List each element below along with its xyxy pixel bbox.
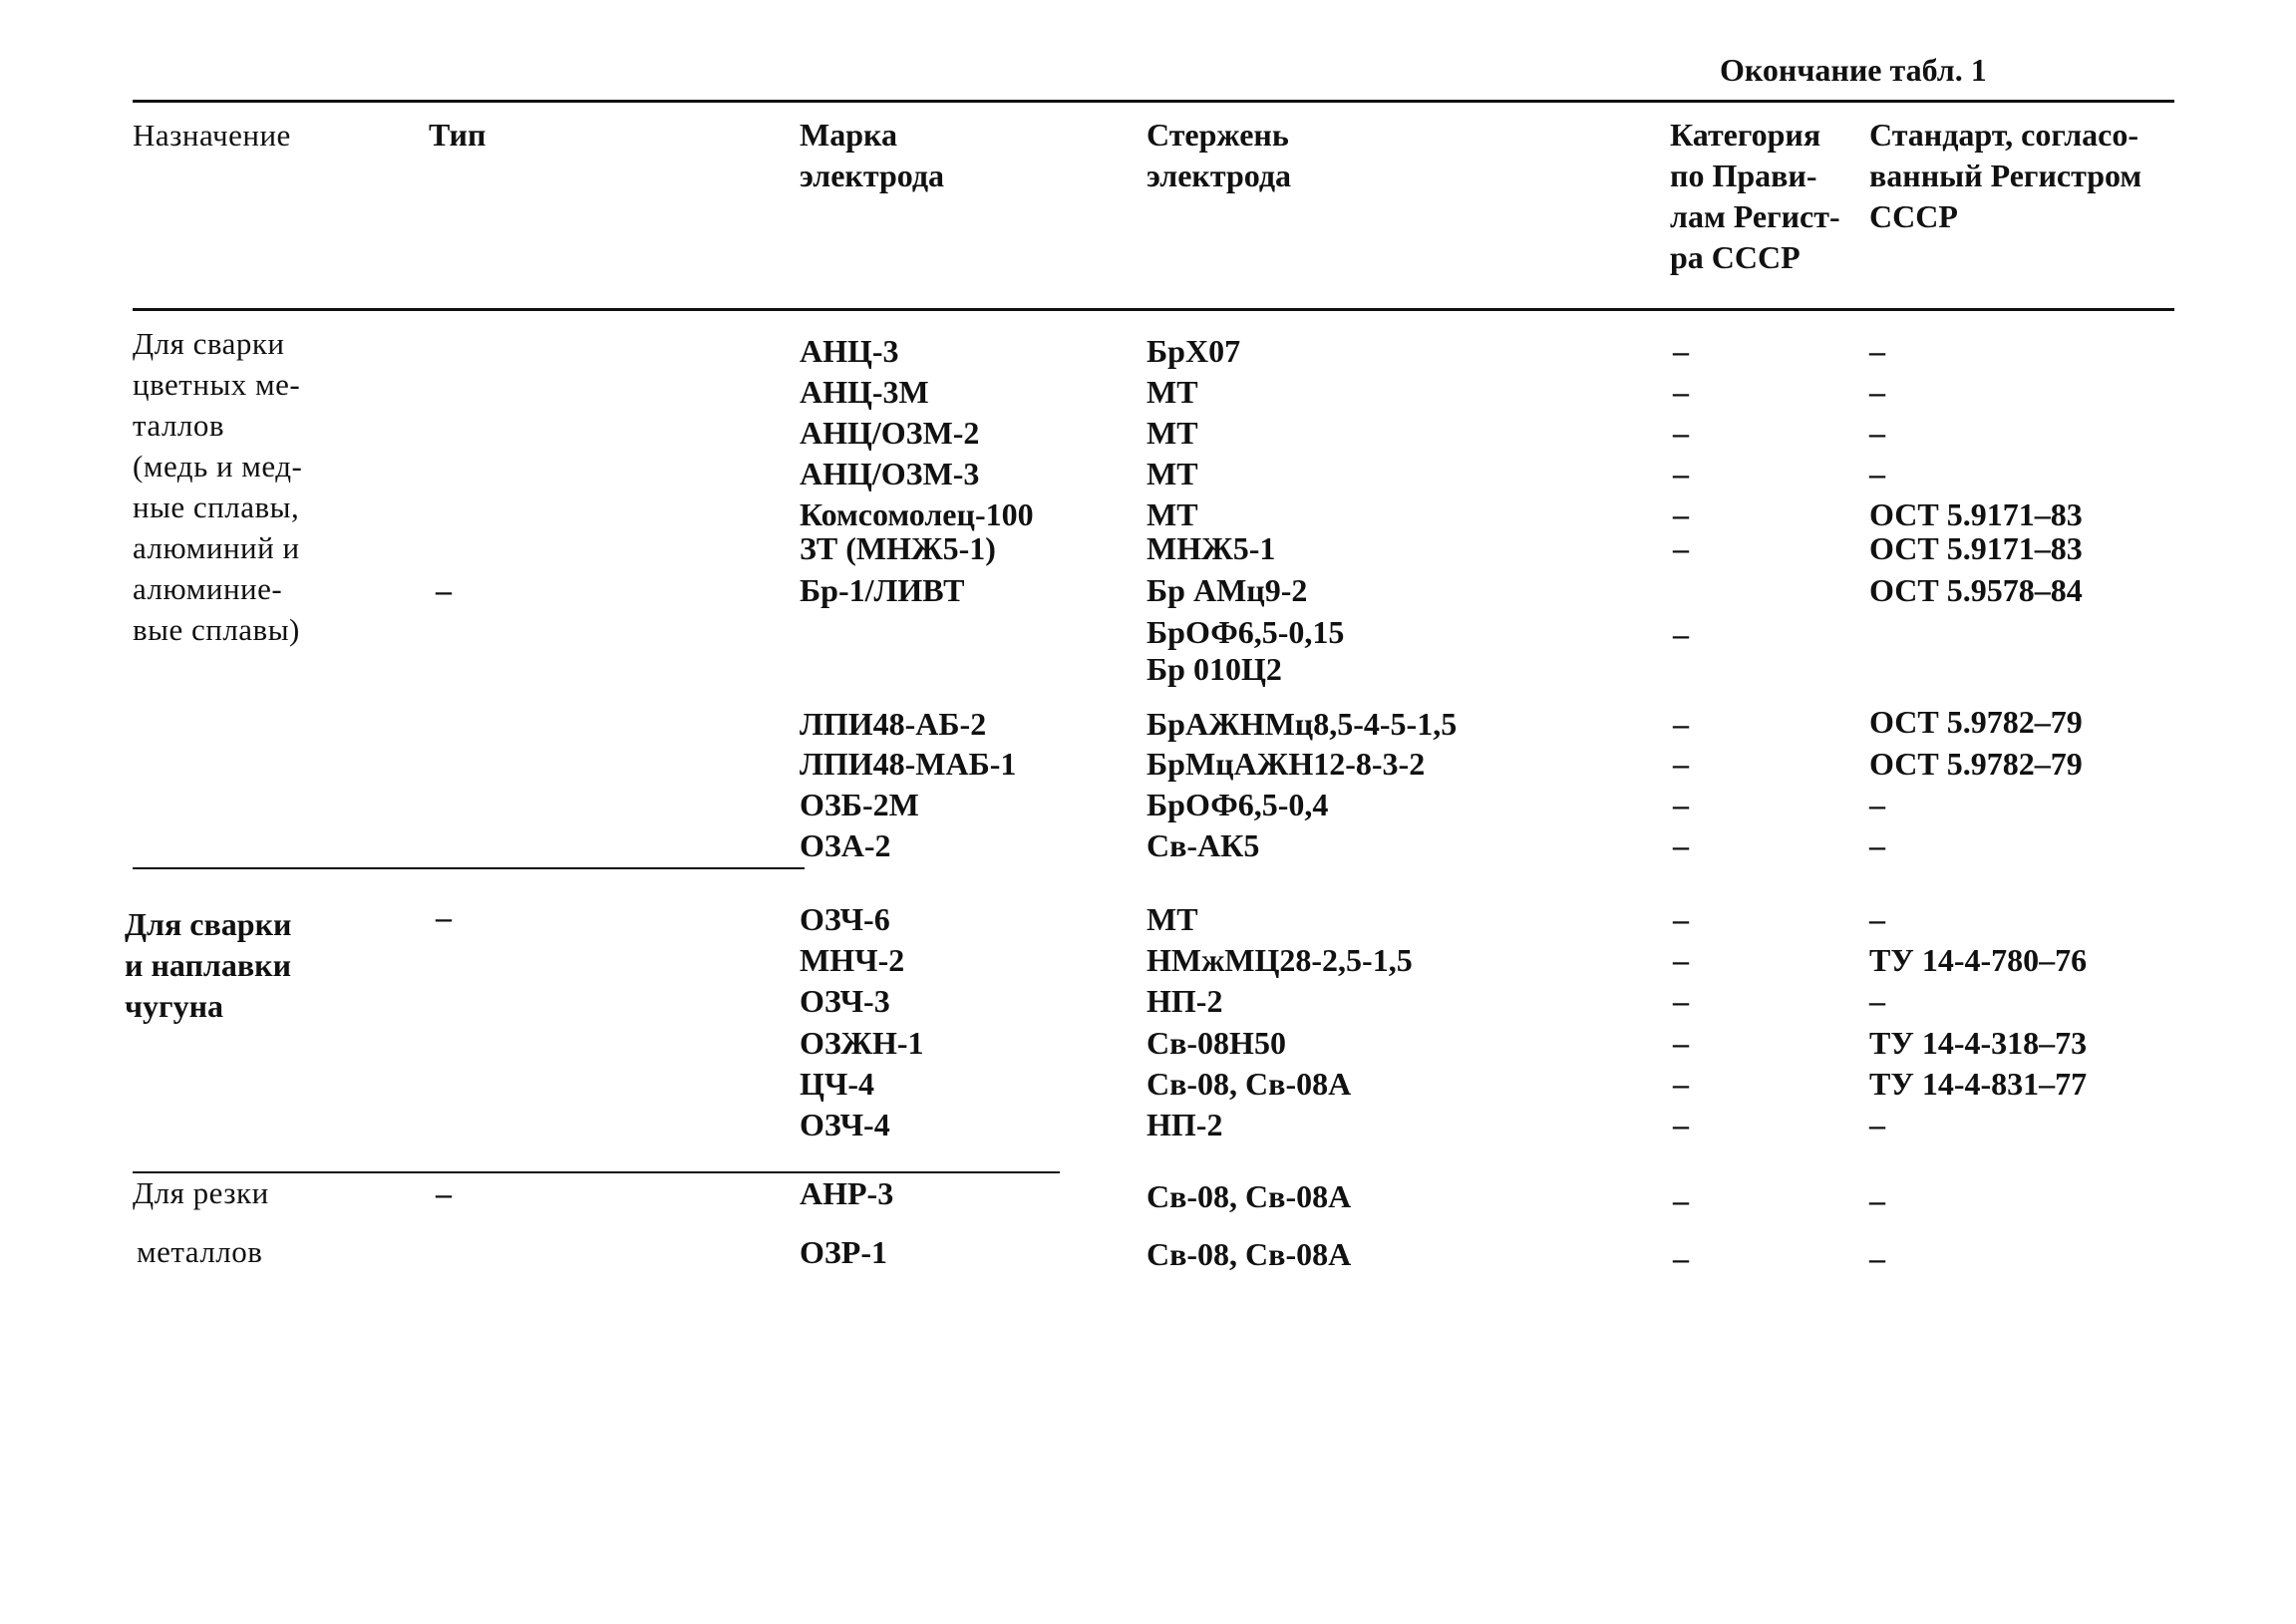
table-cell-brand: МНЧ-2 [800, 942, 905, 978]
table-cell-category: – [1673, 333, 1689, 369]
table-cell-brand: ЦЧ-4 [800, 1066, 875, 1102]
table-caption: Окончание табл. 1 [1720, 52, 1987, 88]
table-cell-rod: НП-2 [1147, 1107, 1223, 1142]
group-2-type: – [436, 899, 452, 935]
table-cell-category: – [1673, 942, 1689, 978]
table-cell-brand: ЗТ (МНЖ5-1) [800, 530, 996, 566]
table-cell-rod: НП-2 [1147, 983, 1223, 1019]
table-cell-category: – [1673, 374, 1689, 410]
table-cell-brand: ОЗР-1 [800, 1234, 887, 1270]
table-cell-brand: ОЗЧ-6 [800, 901, 890, 937]
group-3-purpose-line-1: Для резки [133, 1175, 269, 1210]
table-cell-category: – [1673, 901, 1689, 937]
table-cell-category: – [1673, 983, 1689, 1019]
table-cell-rod: БрАЖНМц8,5-4-5-1,5 [1147, 706, 1458, 742]
table-cell-rod: Бр 010Ц2 [1147, 651, 1282, 687]
header-rod: Стержень электрода [1147, 117, 1292, 193]
table-cell-category: – [1673, 496, 1689, 532]
group-separator [133, 1171, 1060, 1173]
table-cell-standard: ОСТ 5.9782–79 [1869, 704, 2083, 740]
header-type: Тип [429, 117, 487, 153]
table-cell-brand: АНЦ/ОЗМ-2 [800, 415, 980, 451]
table-cell-rod: БрОФ6,5-0,15 [1147, 614, 1345, 650]
group-1-type: – [436, 572, 452, 608]
table-cell-rod: Св-АК5 [1147, 827, 1260, 863]
table-cell-standard: ТУ 14-4-780–76 [1869, 942, 2088, 978]
table-cell-category: – [1673, 706, 1689, 742]
group-separator [133, 867, 805, 869]
table-cell-standard: – [1869, 374, 1885, 410]
table-cell-rod: МТ [1147, 496, 1198, 532]
table-cell-category: – [1673, 415, 1689, 451]
table-cell-brand: АНР-3 [800, 1175, 894, 1211]
table-cell-standard: – [1869, 787, 1885, 822]
table-cell-brand: ЛПИ48-АБ-2 [800, 706, 987, 742]
table-cell-standard: – [1869, 456, 1885, 491]
table-cell-category: – [1673, 827, 1689, 863]
table-cell-standard: ОСТ 5.9171–83 [1869, 496, 2083, 532]
table-cell-rod: Бр АМц9-2 [1147, 572, 1308, 608]
table-cell-standard: – [1869, 415, 1885, 451]
table-cell-category: – [1673, 1240, 1689, 1276]
table-cell-brand: ОЗЧ-4 [800, 1107, 890, 1142]
table-cell-standard: – [1869, 1240, 1885, 1276]
table-cell-rod: МТ [1147, 415, 1198, 451]
table-cell-standard: – [1869, 983, 1885, 1019]
table-cell-standard: ТУ 14-4-318–73 [1869, 1025, 2088, 1061]
table-cell-brand: ОЗЖН-1 [800, 1025, 924, 1061]
table-cell-category: – [1673, 1107, 1689, 1142]
table-cell-rod: Св-08, Св-08А [1147, 1236, 1352, 1272]
table-cell-standard: ОСТ 5.9578–84 [1869, 572, 2083, 608]
table-cell-brand: Комсомолец-100 [800, 496, 1034, 532]
table-cell-category: – [1673, 746, 1689, 782]
table-cell-category: – [1673, 456, 1689, 491]
group-3-purpose-line-2: металлов [137, 1234, 263, 1269]
group-2-purpose: Для сварки и наплавки чугуна [125, 906, 292, 1024]
header-purpose: Назначение [133, 118, 291, 153]
table-cell-category: – [1673, 530, 1689, 566]
header-bottom-rule [133, 308, 2174, 311]
table-cell-brand: АНЦ-3 [800, 333, 899, 369]
group-3-type: – [436, 1175, 452, 1211]
table-cell-rod: Св-08Н50 [1147, 1025, 1286, 1061]
table-cell-standard: – [1869, 827, 1885, 863]
table-cell-standard: ОСТ 5.9171–83 [1869, 530, 2083, 566]
table-cell-category: – [1673, 1182, 1689, 1218]
table-cell-standard: ТУ 14-4-831–77 [1869, 1066, 2088, 1102]
table-cell-standard: ОСТ 5.9782–79 [1869, 746, 2083, 782]
table-cell-brand: ОЗА-2 [800, 827, 891, 863]
table-cell-rod: МТ [1147, 456, 1198, 491]
table-cell-brand: ОЗЧ-3 [800, 983, 890, 1019]
table-cell-category: – [1673, 616, 1689, 652]
table-cell-category: – [1673, 787, 1689, 822]
table-cell-standard: – [1869, 333, 1885, 369]
table-cell-rod: БрМцАЖН12-8-3-2 [1147, 746, 1426, 782]
table-cell-rod: БрОФ6,5-0,4 [1147, 787, 1329, 822]
table-cell-brand: ЛПИ48-МАБ-1 [800, 746, 1017, 782]
table-cell-standard: – [1869, 1107, 1885, 1142]
header-standard: Стандарт, согласо- ванный Регистром СССР [1869, 117, 2142, 234]
header-category: Категория по Прави- лам Регист- ра СССР [1670, 117, 1840, 275]
table-cell-rod: МТ [1147, 374, 1198, 410]
table-cell-category: – [1673, 1066, 1689, 1102]
table-cell-brand: Бр-1/ЛИВТ [800, 572, 965, 608]
header-brand: Марка электрода [800, 117, 945, 193]
table-cell-rod: МТ [1147, 901, 1198, 937]
table-cell-rod: Св-08, Св-08А [1147, 1178, 1352, 1214]
table-cell-brand: ОЗБ-2М [800, 787, 919, 822]
table-cell-category: – [1673, 1025, 1689, 1061]
table-cell-rod: НМжМЦ28-2,5-1,5 [1147, 942, 1413, 978]
table-cell-rod: Св-08, Св-08А [1147, 1066, 1352, 1102]
table-top-rule [133, 100, 2174, 103]
table-cell-brand: АНЦ-3М [800, 374, 929, 410]
table-cell-standard: – [1869, 901, 1885, 937]
table-cell-brand: АНЦ/ОЗМ-3 [800, 456, 980, 491]
table-cell-standard: – [1869, 1182, 1885, 1218]
table-cell-rod: БрХ07 [1147, 333, 1241, 369]
group-1-purpose: Для сварки цветных ме- таллов (медь и мед- ные сплавы, алюминий и алюминие- вые сплавы) [133, 326, 303, 647]
table-cell-rod: МНЖ5-1 [1147, 530, 1276, 566]
